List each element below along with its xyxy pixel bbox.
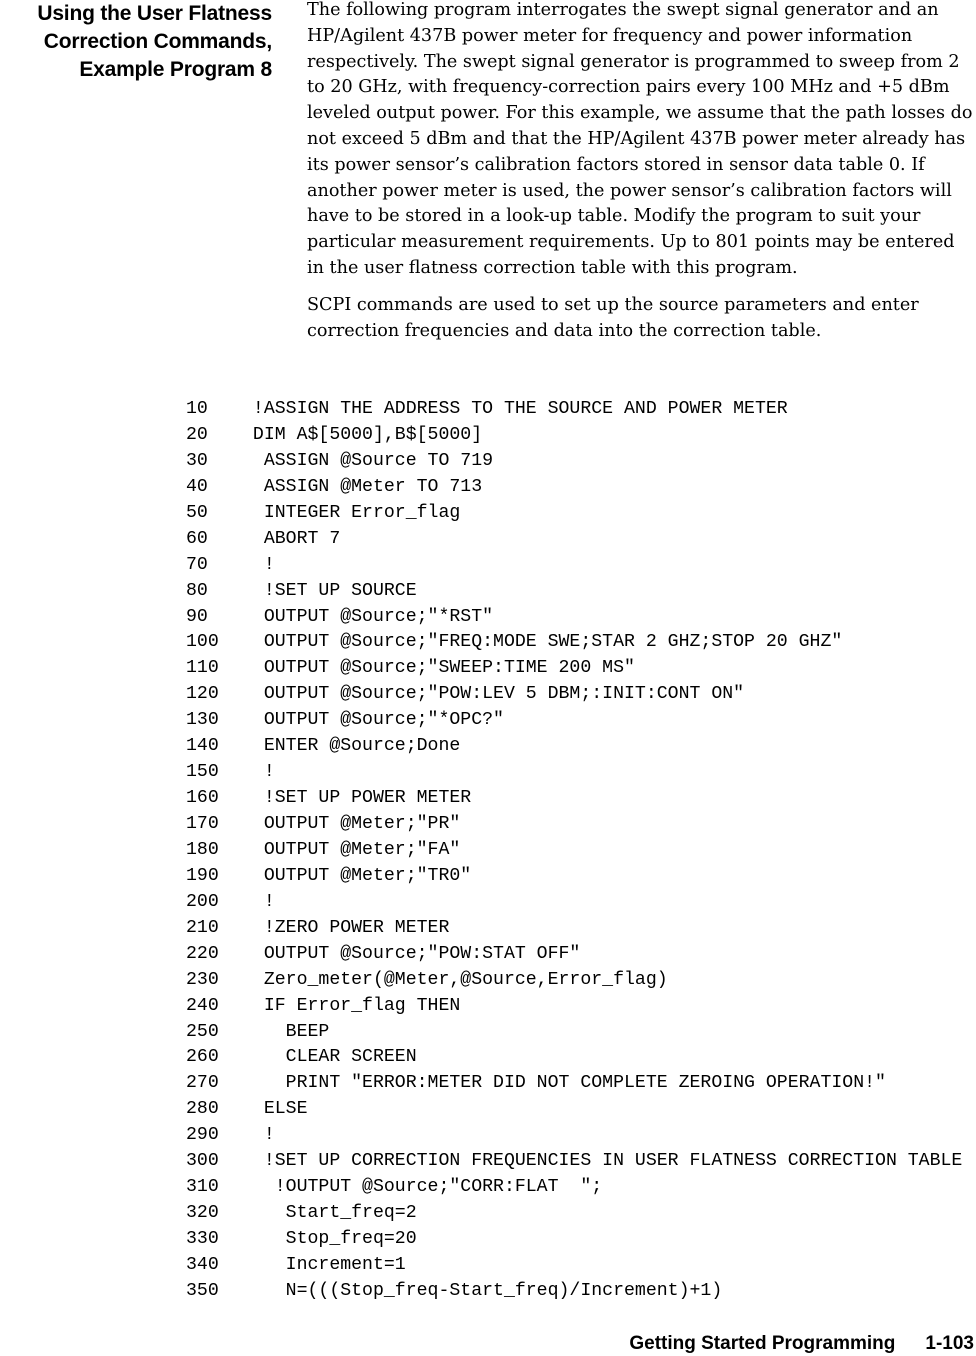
- code-line: [186, 786, 976, 812]
- line-number: 230: [186, 969, 219, 990]
- line-number: 330: [186, 1229, 219, 1249]
- page-footer: [629, 1332, 974, 1356]
- code-line: [186, 579, 976, 605]
- code-text: OUTPUT @Meter;"FA": [242, 839, 461, 860]
- code-text: ENTER @Source;Done: [242, 736, 461, 757]
- code-line: [186, 994, 976, 1020]
- line-number: 320: [186, 1203, 219, 1224]
- page-number: 1-103: [925, 1333, 974, 1354]
- code-text: OUTPUT @Source;"POW:STAT OFF": [242, 943, 581, 964]
- code-text: !SET UP CORRECTION FREQUENCIES IN USER FLATNESS CORRECTION TABLE: [242, 1151, 963, 1172]
- code-text: !: [242, 762, 275, 783]
- line-number: 290: [186, 1125, 219, 1146]
- line-number: 130: [186, 710, 219, 731]
- code-line: [186, 553, 976, 579]
- line-number: 50: [186, 502, 208, 523]
- code-text: INTEGER Error_flag: [242, 502, 461, 523]
- code-text: !SET UP POWER METER: [242, 788, 472, 809]
- code-line: [186, 838, 976, 864]
- line-number: 30: [186, 450, 208, 471]
- code-line: [186, 475, 976, 501]
- code-text: ABORT 7: [242, 528, 341, 549]
- line-number: 80: [186, 580, 208, 601]
- footer-title: Getting Started Programming: [629, 1333, 896, 1354]
- code-line: [186, 1201, 976, 1227]
- code-text: ASSIGN @Source TO 719: [242, 450, 494, 471]
- code-line: [186, 708, 976, 734]
- section-heading-line-2: Correction Commands,: [43, 30, 272, 53]
- section-heading-line-1: Using the User Flatness: [37, 2, 272, 25]
- code-line: [186, 1071, 976, 1097]
- code-text: Zero_meter(@Meter,@Source,Error_flag): [242, 969, 668, 990]
- code-line: [186, 734, 976, 760]
- line-number: 120: [186, 684, 219, 705]
- line-number: 100: [186, 632, 219, 653]
- code-text: ELSE: [242, 1099, 308, 1120]
- line-number: 310: [186, 1177, 219, 1198]
- code-line: [186, 501, 976, 527]
- line-number: 260: [186, 1047, 219, 1068]
- code-line: [186, 1253, 976, 1279]
- code-line: [186, 449, 976, 475]
- line-number: 200: [186, 891, 219, 912]
- code-line: [186, 605, 976, 631]
- code-text: !: [242, 1125, 275, 1146]
- code-line: [186, 812, 976, 838]
- code-text: OUTPUT @Source;"*RST": [242, 606, 494, 627]
- line-number: 220: [186, 943, 219, 964]
- code-line: [186, 890, 976, 916]
- line-number: 250: [186, 1021, 219, 1042]
- code-line: [186, 968, 976, 994]
- code-text: OUTPUT @Source;"SWEEP:TIME 200 MS": [242, 658, 635, 679]
- code-text: OUTPUT @Source;"POW:LEV 5 DBM;:INIT:CONT ON": [242, 684, 745, 705]
- code-text: N=(((Stop_freq-Start_freq)/Increment)+1): [242, 1280, 723, 1301]
- line-number: 340: [186, 1254, 219, 1275]
- line-number: 280: [186, 1099, 219, 1120]
- body-text: [307, 0, 975, 355]
- line-number: 20: [186, 424, 208, 445]
- code-line: [186, 1097, 976, 1123]
- line-number: 70: [186, 554, 208, 575]
- code-text: OUTPUT @Source;"FREQ:MODE SWE;STAR 2 GHZ;STOP 20 GHZ": [242, 632, 843, 653]
- code-text: IF Error_flag THEN: [242, 995, 461, 1016]
- code-text: !OUTPUT @Source;"CORR:FLAT ";: [242, 1177, 603, 1198]
- code-text: PRINT "ERROR:METER DID NOT COMPLETE ZEROING OPERATION!": [242, 1073, 886, 1094]
- code-text: Increment=1: [242, 1254, 406, 1275]
- line-number: 140: [186, 736, 219, 757]
- code-line: [186, 760, 976, 786]
- line-number: 270: [186, 1073, 219, 1094]
- code-line: [186, 1020, 976, 1046]
- line-number: 160: [186, 788, 219, 809]
- program-listing: [186, 397, 976, 1305]
- code-text: Start_freq=2: [242, 1203, 417, 1224]
- code-line: [186, 1227, 976, 1253]
- code-text: !: [242, 891, 275, 912]
- code-text: OUTPUT @Meter;"TR0": [242, 865, 472, 886]
- code-line: [186, 1149, 976, 1175]
- line-number: 240: [186, 995, 219, 1016]
- code-text: BEEP: [242, 1021, 330, 1042]
- line-number: 350: [186, 1280, 219, 1301]
- line-number: 170: [186, 814, 219, 834]
- line-number: 60: [186, 528, 208, 549]
- code-line: [186, 1045, 976, 1071]
- code-line: [186, 423, 976, 449]
- code-text: !ASSIGN THE ADDRESS TO THE SOURCE AND POWER METER: [242, 399, 788, 419]
- code-text: !: [242, 554, 275, 575]
- code-text: OUTPUT @Source;"*OPC?": [242, 710, 504, 731]
- code-text: OUTPUT @Meter;"PR": [242, 814, 461, 834]
- code-text: CLEAR SCREEN: [242, 1047, 417, 1068]
- code-text: !ZERO POWER METER: [242, 917, 450, 938]
- code-line: [186, 916, 976, 942]
- code-text: ASSIGN @Meter TO 713: [242, 476, 483, 497]
- code-line: [186, 1123, 976, 1149]
- code-line: [186, 397, 976, 423]
- line-number: 40: [186, 476, 208, 497]
- line-number: 210: [186, 917, 219, 938]
- code-text: DIM A$[5000],B$[5000]: [242, 424, 483, 445]
- code-line: [186, 1279, 976, 1305]
- line-number: 180: [186, 839, 219, 860]
- code-line: [186, 942, 976, 968]
- code-line: [186, 682, 976, 708]
- code-line: [186, 864, 976, 890]
- code-line: [186, 656, 976, 682]
- line-number: 190: [186, 865, 219, 886]
- code-text: Stop_freq=20: [242, 1229, 417, 1249]
- line-number: 150: [186, 762, 219, 783]
- scpi-paragraph: SCPI commands are used to set up the source parameters and enter correction frequencies and data into the correction table.: [307, 294, 919, 341]
- section-heading: [0, 0, 272, 84]
- code-line: [186, 527, 976, 553]
- line-number: 90: [186, 606, 208, 627]
- code-text: !SET UP SOURCE: [242, 580, 417, 601]
- code-line: [186, 1175, 976, 1201]
- section-heading-line-3: Example Program 8: [79, 58, 272, 81]
- line-number: 110: [186, 658, 219, 679]
- line-number: 300: [186, 1151, 219, 1172]
- intro-paragraph: The following program interrogates the swept signal generator and an HP/Agilent 437B power meter for frequency and power information respectively. The swept signal generator is programmed to sweep from 2 to 20 GHz, with frequency-correction pairs every 100 MHz and +5 dBm leveled output power. For this example, we assume that the path losses do not exceed 5 dBm and that the HP/Agilent 437B power meter already has its power sensor’s calibration factors stored in sensor data table 0. If another power meter is used, the power sensor’s calibration factors will have to be stored in a look-up table. Modify the program to suit your particular measurement requirements. Up to 801 points may be entered in the user flatness correction table with this program.: [307, 0, 973, 278]
- code-line: [186, 630, 976, 656]
- line-number: 10: [186, 399, 208, 419]
